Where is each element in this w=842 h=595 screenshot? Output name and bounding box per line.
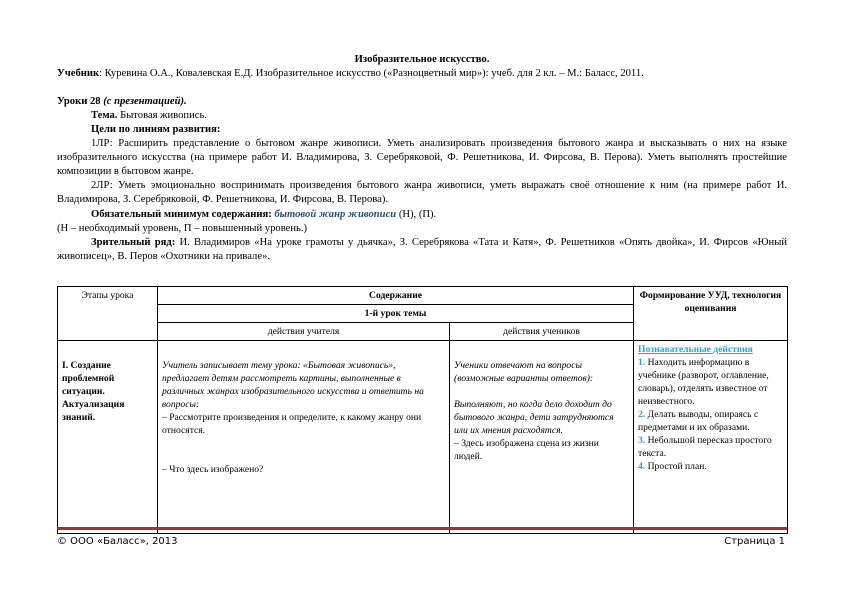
pupil-answer-1: Выполняют, но когда дело доходит до бытового жанра, дети затрудняются или их мнения расходятся. (454, 399, 614, 436)
footer-copyright: © ООО «Баласс», 2013 (57, 536, 178, 547)
goal-2-label: 2ЛР: (91, 180, 113, 191)
list-item: 2. Делать выводы, опираясь с предметами и их образами. (638, 409, 759, 433)
theme-label: Тема. (91, 110, 118, 121)
header-uud: Формирование УУД, технология оценивания (634, 287, 788, 341)
list-item: 3. Небольшой пересказ простого текста. (638, 435, 772, 459)
levels-note: (Н – необходимый уровень, П – повышенный уровень.) (57, 223, 308, 234)
theme-line (57, 109, 787, 123)
stage-cell: I. Создание проблемной ситуации. Актуализация знаний. (58, 341, 158, 534)
textbook-label: Учебник (57, 68, 100, 79)
goal-1 (57, 137, 787, 179)
goal-2-text: Уметь эмоционально воспринимать произведения бытового жанра живописи, уметь выражать своё отношение к ним (на примере работ И. Владимирова, З. Серебряковой, Ф. Решетникова, И. Фирсова, В. Перова). (57, 180, 787, 205)
goal-1-label: 1ЛР: (91, 138, 113, 149)
minimum-tail: (Н), (П). (398, 209, 437, 220)
header-lesson: 1-й урок темы (158, 305, 634, 323)
uud-title: Познавательные действия (638, 344, 753, 355)
minimum-line (57, 208, 787, 222)
goal-2 (57, 179, 787, 207)
header-teacher: действия учителя (158, 323, 450, 341)
goals-title: Цели по линиям развития: (91, 124, 221, 135)
visual-label: Зрительный ряд: (91, 237, 176, 248)
table-row (58, 341, 788, 534)
lesson-label: Уроки 28 (57, 96, 101, 107)
goal-1-text: Расширить представление о бытовом жанре живописи. Уметь анализировать произведения бытового жанра и высказывать о них на языке изобразительного искусства (на примере работ И. Владимирова, З. Серебряковой, Ф. Решетникова, И. Фирсова, В. Перова). Уметь выполнять простейшие композиции в бытовом жанре. (57, 138, 788, 177)
footer-rule (57, 527, 787, 530)
pupil-answer-2: – Здесь изображена сцена из жизни людей. (454, 438, 599, 462)
pupil-cell (450, 341, 634, 534)
uud-cell (634, 341, 788, 534)
teacher-question-2: – Что здесь изображено? (162, 464, 264, 475)
list-item: 1. Находить информацию в учебнике (разворот, оглавление, словарь), отделять известное от неизвестного. (638, 357, 769, 407)
visual-text: И. Владимиров «На уроке грамоты у дьячка», З. Серебрякова «Тата и Катя», Ф. Решетников «Опять двойка», И. Фирсов «Юный живописец», В. Перов «Охотники на привале». (57, 237, 787, 262)
lesson-table (57, 286, 788, 534)
pupil-intro: Ученики отвечают на вопросы (возможные варианты ответов): (454, 360, 594, 384)
list-item: 4. Простой план. (638, 461, 707, 472)
header-stages: Этапы урока (58, 287, 158, 341)
textbook-line (57, 67, 787, 81)
textbook-text: : Куревина О.А., Ковалевская Е.Д. Изобразительное искусство («Разноцветный мир»): учеб. для 2 кл. – М.: Баласс, 2011. (99, 68, 644, 79)
minimum-highlight: бытовой жанр живописи (274, 209, 397, 220)
teacher-question-1: – Рассмотрите произведения и определите, к какому жанру они относятся. (162, 412, 422, 436)
header-pupils: действия учеников (450, 323, 634, 341)
lesson-note: (с презентацией). (103, 96, 187, 107)
minimum-label: Обязательный минимум содержания: (91, 209, 272, 220)
lesson-line (57, 95, 787, 109)
visual-line (57, 236, 787, 264)
teacher-cell (158, 341, 450, 534)
theme-text: Бытовая живопись. (120, 110, 207, 121)
teacher-intro: Учитель записывает тему урока: «Бытовая живопись», предлагает детям рассмотреть картины, выполненные в различных жанрах изобразительного искусства и ответить на вопросы: (162, 360, 424, 410)
footer-page-number: Страница 1 (724, 536, 785, 547)
header-content: Содержание (158, 287, 634, 305)
document-title: Изобразительное искусство. (354, 54, 490, 65)
table-header-row (58, 287, 788, 305)
